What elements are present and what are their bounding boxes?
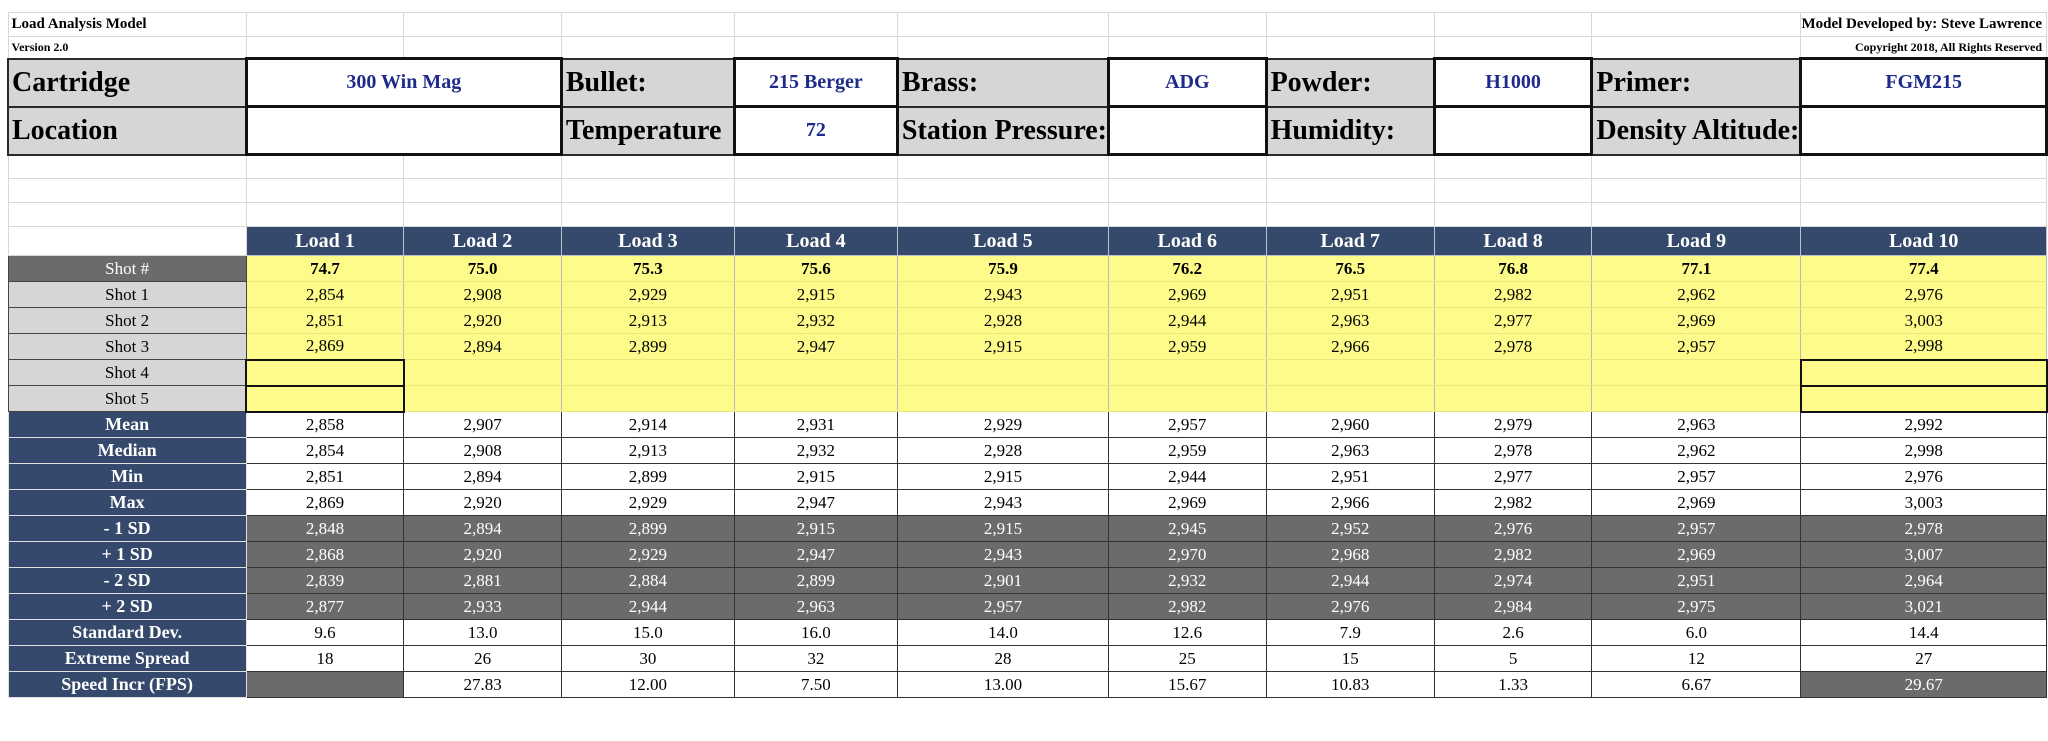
stat-value: 2,952 [1266, 516, 1434, 542]
blank-cell [897, 179, 1108, 203]
developer-credit: Model Developed by: Steve Lawrence [1801, 13, 2047, 37]
stat-value: 2,992 [1801, 412, 2047, 438]
stat-value: 2,943 [897, 542, 1108, 568]
stat-value: 2,915 [897, 464, 1108, 490]
density-altitude-input[interactable] [1801, 107, 2047, 155]
stat-value: 6.67 [1592, 672, 1801, 698]
shot-label: Shot 1 [8, 282, 246, 308]
stat-value [246, 672, 404, 698]
stat-value: 2,984 [1434, 594, 1592, 620]
blank-cell [404, 13, 562, 37]
load-header: Load 6 [1109, 227, 1267, 256]
shot-velocity-input[interactable]: 2,982 [1434, 282, 1592, 308]
shot-velocity-input[interactable]: 2,944 [1109, 308, 1267, 334]
stat-value: 7.9 [1266, 620, 1434, 646]
shot-velocity-input[interactable]: 2,969 [1109, 282, 1267, 308]
shot-velocity-input[interactable] [1434, 386, 1592, 412]
blank-cell [1266, 37, 1434, 59]
blank-cell [1592, 203, 1801, 227]
blank-cell [734, 155, 897, 179]
stat-value: 9.6 [246, 620, 404, 646]
shot-velocity-input[interactable]: 2,869 [246, 334, 404, 360]
stat-value: 2,920 [404, 542, 562, 568]
shot-velocity-input[interactable] [1801, 360, 2047, 386]
shot-velocity-input[interactable] [404, 360, 562, 386]
stat-label: + 2 SD [8, 594, 246, 620]
stat-value: 2,915 [734, 516, 897, 542]
charge-weight-cell[interactable]: 75.0 [404, 256, 562, 282]
blank-cell [561, 37, 734, 59]
station-pressure-label: Station Pressure: [897, 107, 1108, 155]
stat-value: 2,944 [1266, 568, 1434, 594]
charge-weight-cell[interactable]: 76.5 [1266, 256, 1434, 282]
shot-velocity-input[interactable]: 2,929 [561, 282, 734, 308]
stat-value: 2,982 [1109, 594, 1267, 620]
stat-value: 2,877 [246, 594, 404, 620]
copyright-notice: Copyright 2018, All Rights Reserved [1801, 37, 2047, 59]
stat-value: 2,957 [1592, 516, 1801, 542]
charge-weight-cell[interactable]: 77.4 [1801, 256, 2047, 282]
stat-value: 2,982 [1434, 490, 1592, 516]
shot-velocity-input[interactable]: 2,913 [561, 308, 734, 334]
shot-velocity-input[interactable] [1801, 386, 2047, 412]
blank-cell [1434, 179, 1592, 203]
station-pressure-input[interactable] [1109, 107, 1267, 155]
stat-value: 2,963 [734, 594, 897, 620]
stat-value: 2,851 [246, 464, 404, 490]
stat-value: 2,914 [561, 412, 734, 438]
shot-label: Shot 2 [8, 308, 246, 334]
stat-value: 2,969 [1592, 490, 1801, 516]
stat-value: 2,933 [404, 594, 562, 620]
charge-weight-cell[interactable]: 75.9 [897, 256, 1108, 282]
stat-value: 2,976 [1266, 594, 1434, 620]
shot-velocity-input[interactable]: 2,854 [246, 282, 404, 308]
shot-velocity-input[interactable] [404, 386, 562, 412]
stat-label: Mean [8, 412, 246, 438]
load-header: Load 8 [1434, 227, 1592, 256]
blank-cell [1109, 179, 1267, 203]
stat-value: 30 [561, 646, 734, 672]
blank-cell [1801, 203, 2047, 227]
temperature-input[interactable]: 72 [734, 107, 897, 155]
stat-value: 2,907 [404, 412, 562, 438]
stat-value: 2,947 [734, 542, 897, 568]
stat-value: 29.67 [1801, 672, 2047, 698]
load-header: Load 9 [1592, 227, 1801, 256]
stat-value: 2,998 [1801, 438, 2047, 464]
stat-value: 2,969 [1592, 542, 1801, 568]
load-header: Load 2 [404, 227, 562, 256]
stat-value: 2,899 [734, 568, 897, 594]
blank-cell [897, 37, 1108, 59]
stat-value: 2,976 [1801, 464, 2047, 490]
stat-label: + 1 SD [8, 542, 246, 568]
shot-velocity-input[interactable] [897, 386, 1108, 412]
stat-value: 2,947 [734, 490, 897, 516]
stat-value: 2,963 [1266, 438, 1434, 464]
stat-value: 2,964 [1801, 568, 2047, 594]
humidity-label: Humidity: [1266, 107, 1434, 155]
stat-value: 2,957 [1109, 412, 1267, 438]
charge-weight-cell[interactable]: 76.2 [1109, 256, 1267, 282]
shot-velocity-input[interactable]: 2,851 [246, 308, 404, 334]
shot-velocity-input[interactable]: 2,908 [404, 282, 562, 308]
stat-value: 15.0 [561, 620, 734, 646]
stat-value: 2,944 [561, 594, 734, 620]
shot-velocity-input[interactable] [246, 386, 404, 412]
blank-cell [897, 155, 1108, 179]
shot-velocity-input[interactable] [246, 360, 404, 386]
blank-cell [734, 13, 897, 37]
stat-value: 2,966 [1266, 490, 1434, 516]
shot-velocity-input[interactable]: 2,920 [404, 308, 562, 334]
stat-value: 2,957 [897, 594, 1108, 620]
shot-velocity-input[interactable]: 2,962 [1592, 282, 1801, 308]
blank-cell [1109, 155, 1267, 179]
stat-value: 2,959 [1109, 438, 1267, 464]
blank-cell [246, 203, 404, 227]
blank-cell [1592, 13, 1801, 37]
stat-value: 2,915 [897, 516, 1108, 542]
location-label: Location [8, 107, 246, 155]
stat-value: 2,884 [561, 568, 734, 594]
shot-velocity-input[interactable] [561, 360, 734, 386]
stat-value: 2,932 [1109, 568, 1267, 594]
blank-cell [8, 203, 246, 227]
stat-value: 32 [734, 646, 897, 672]
blank-cell [404, 203, 562, 227]
blank-cell [1434, 203, 1592, 227]
shot-velocity-input[interactable]: 2,977 [1434, 308, 1592, 334]
stat-value: 2,978 [1434, 438, 1592, 464]
shot-number-label: Shot # [8, 256, 246, 282]
blank-cell [246, 13, 404, 37]
stat-label: - 2 SD [8, 568, 246, 594]
shot-velocity-input[interactable]: 2,978 [1434, 334, 1592, 360]
charge-weight-cell[interactable]: 76.8 [1434, 256, 1592, 282]
shot-velocity-input[interactable] [561, 386, 734, 412]
shot-velocity-input[interactable] [1434, 360, 1592, 386]
shot-velocity-input[interactable]: 2,969 [1592, 308, 1801, 334]
stat-label: - 1 SD [8, 516, 246, 542]
powder-label: Powder: [1266, 59, 1434, 107]
shot-velocity-input[interactable]: 2,976 [1801, 282, 2047, 308]
stat-value: 6.0 [1592, 620, 1801, 646]
shot-velocity-input[interactable]: 2,928 [897, 308, 1108, 334]
stat-value: 26 [404, 646, 562, 672]
blank-cell [1266, 179, 1434, 203]
blank-cell [404, 37, 562, 59]
stat-value: 2,869 [246, 490, 404, 516]
stat-label: Extreme Spread [8, 646, 246, 672]
blank-cell [561, 203, 734, 227]
stat-value: 2,932 [734, 438, 897, 464]
stat-value: 12.6 [1109, 620, 1267, 646]
stat-label: Max [8, 490, 246, 516]
blank-cell [1266, 155, 1434, 179]
stat-value: 12 [1592, 646, 1801, 672]
stat-value: 2,894 [404, 464, 562, 490]
shot-velocity-input[interactable] [734, 360, 897, 386]
blank-cell [246, 179, 404, 203]
shot-velocity-input[interactable] [734, 386, 897, 412]
stat-value: 14.4 [1801, 620, 2047, 646]
shot-velocity-input[interactable]: 2,966 [1266, 334, 1434, 360]
blank-cell [1266, 203, 1434, 227]
stat-value: 2,854 [246, 438, 404, 464]
stat-value: 27.83 [404, 672, 562, 698]
shot-velocity-input[interactable]: 2,894 [404, 334, 562, 360]
stat-value: 28 [897, 646, 1108, 672]
bullet-label: Bullet: [561, 59, 734, 107]
primer-label: Primer: [1592, 59, 1801, 107]
load-header: Load 10 [1801, 227, 2047, 256]
load-header: Load 1 [246, 227, 404, 256]
shot-velocity-input[interactable]: 2,957 [1592, 334, 1801, 360]
charge-weight-cell[interactable]: 74.7 [246, 256, 404, 282]
shot-velocity-input[interactable] [1109, 360, 1267, 386]
cartridge-label: Cartridge [8, 59, 246, 107]
stat-value: 2,901 [897, 568, 1108, 594]
stat-value: 2,962 [1592, 438, 1801, 464]
blank-cell [8, 155, 246, 179]
stat-value: 2,976 [1434, 516, 1592, 542]
temperature-label: Temperature [561, 107, 734, 155]
brass-label: Brass: [897, 59, 1108, 107]
stat-value: 2,982 [1434, 542, 1592, 568]
stat-value: 16.0 [734, 620, 897, 646]
blank-cell [897, 203, 1108, 227]
shot-velocity-input[interactable] [1592, 386, 1801, 412]
blank-cell [1592, 179, 1801, 203]
primer-input[interactable]: FGM215 [1801, 59, 2047, 107]
shot-velocity-input[interactable]: 2,947 [734, 334, 897, 360]
location-input[interactable] [246, 107, 561, 155]
charge-weight-cell[interactable]: 75.6 [734, 256, 897, 282]
stat-value: 2,960 [1266, 412, 1434, 438]
load-analysis-table [7, 12, 2048, 698]
stat-value: 2,848 [246, 516, 404, 542]
sheet-title: Load Analysis Model [8, 13, 246, 37]
stat-value: 2,979 [1434, 412, 1592, 438]
stat-value: 2,977 [1434, 464, 1592, 490]
stat-value: 2,970 [1109, 542, 1267, 568]
stat-value: 2,951 [1266, 464, 1434, 490]
stat-value: 14.0 [897, 620, 1108, 646]
shot-velocity-input[interactable]: 2,932 [734, 308, 897, 334]
blank-cell [1266, 13, 1434, 37]
stat-label: Min [8, 464, 246, 490]
stat-value: 2,951 [1592, 568, 1801, 594]
density-altitude-label: Density Altitude: [1592, 107, 1801, 155]
stat-value: 5 [1434, 646, 1592, 672]
stat-value: 12.00 [561, 672, 734, 698]
stat-value: 2,908 [404, 438, 562, 464]
stat-value: 2,969 [1109, 490, 1267, 516]
blank-cell [561, 13, 734, 37]
stat-label: Median [8, 438, 246, 464]
shot-velocity-input[interactable]: 3,003 [1801, 308, 2047, 334]
stat-value: 2,963 [1592, 412, 1801, 438]
load-header: Load 5 [897, 227, 1108, 256]
stat-value: 18 [246, 646, 404, 672]
powder-input[interactable]: H1000 [1434, 59, 1592, 107]
load-header: Load 7 [1266, 227, 1434, 256]
stat-value: 2.6 [1434, 620, 1592, 646]
blank-cell [404, 155, 562, 179]
stat-value: 2,974 [1434, 568, 1592, 594]
stat-value: 2,957 [1592, 464, 1801, 490]
stat-value: 2,978 [1801, 516, 2047, 542]
charge-weight-cell[interactable]: 75.3 [561, 256, 734, 282]
stat-value: 2,913 [561, 438, 734, 464]
stat-value: 2,868 [246, 542, 404, 568]
load-header: Load 3 [561, 227, 734, 256]
stat-value: 2,943 [897, 490, 1108, 516]
charge-weight-cell[interactable]: 77.1 [1592, 256, 1801, 282]
stat-value: 2,929 [561, 490, 734, 516]
shot-velocity-input[interactable]: 2,943 [897, 282, 1108, 308]
blank-cell [1592, 37, 1801, 59]
shot-velocity-input[interactable]: 2,959 [1109, 334, 1267, 360]
bullet-input[interactable]: 215 Berger [734, 59, 897, 107]
stat-value: 2,899 [561, 464, 734, 490]
shot-velocity-input[interactable]: 2,963 [1266, 308, 1434, 334]
blank-cell [1434, 13, 1592, 37]
shot-velocity-input[interactable] [1592, 360, 1801, 386]
blank-cell [8, 179, 246, 203]
stat-value: 2,881 [404, 568, 562, 594]
stat-value: 2,920 [404, 490, 562, 516]
stat-value: 2,858 [246, 412, 404, 438]
blank-cell [1109, 37, 1267, 59]
blank-cell [734, 179, 897, 203]
blank-cell [1434, 37, 1592, 59]
stat-value: 2,975 [1592, 594, 1801, 620]
blank-cell [1109, 13, 1267, 37]
blank-cell [1434, 155, 1592, 179]
shot-velocity-input[interactable] [1266, 360, 1434, 386]
blank-cell [246, 37, 404, 59]
stat-value: 15.67 [1109, 672, 1267, 698]
stat-value: 2,968 [1266, 542, 1434, 568]
blank-cell [8, 227, 246, 256]
blank-cell [734, 37, 897, 59]
blank-cell [1801, 155, 2047, 179]
blank-cell [404, 179, 562, 203]
stat-value: 2,931 [734, 412, 897, 438]
blank-cell [1592, 155, 1801, 179]
stat-value: 27 [1801, 646, 2047, 672]
stat-label: Speed Incr (FPS) [8, 672, 246, 698]
blank-cell [246, 155, 404, 179]
stat-value: 2,929 [561, 542, 734, 568]
load-header: Load 4 [734, 227, 897, 256]
stat-label: Standard Dev. [8, 620, 246, 646]
stat-value: 25 [1109, 646, 1267, 672]
stat-value: 2,945 [1109, 516, 1267, 542]
humidity-input[interactable] [1434, 107, 1592, 155]
version-label: Version 2.0 [8, 37, 246, 59]
stat-value: 3,021 [1801, 594, 2047, 620]
shot-velocity-input[interactable]: 2,998 [1801, 334, 2047, 360]
blank-cell [1801, 179, 2047, 203]
shot-label: Shot 4 [8, 360, 246, 386]
blank-cell [897, 13, 1108, 37]
stat-value: 3,007 [1801, 542, 2047, 568]
shot-label: Shot 5 [8, 386, 246, 412]
stat-value: 2,899 [561, 516, 734, 542]
stat-value: 3,003 [1801, 490, 2047, 516]
stat-value: 13.00 [897, 672, 1108, 698]
shot-velocity-input[interactable]: 2,951 [1266, 282, 1434, 308]
stat-value: 7.50 [734, 672, 897, 698]
shot-velocity-input[interactable]: 2,915 [734, 282, 897, 308]
blank-cell [561, 155, 734, 179]
stat-value: 13.0 [404, 620, 562, 646]
shot-velocity-input[interactable] [897, 360, 1108, 386]
shot-velocity-input[interactable] [1109, 386, 1267, 412]
shot-velocity-input[interactable]: 2,899 [561, 334, 734, 360]
blank-cell [1109, 203, 1267, 227]
shot-velocity-input[interactable]: 2,915 [897, 334, 1108, 360]
shot-velocity-input[interactable] [1266, 386, 1434, 412]
stat-value: 2,915 [734, 464, 897, 490]
stat-value: 2,928 [897, 438, 1108, 464]
blank-cell [561, 179, 734, 203]
brass-input[interactable]: ADG [1109, 59, 1267, 107]
stat-value: 2,929 [897, 412, 1108, 438]
stat-value: 2,839 [246, 568, 404, 594]
stat-value: 10.83 [1266, 672, 1434, 698]
shot-label: Shot 3 [8, 334, 246, 360]
stat-value: 2,894 [404, 516, 562, 542]
stat-value: 1.33 [1434, 672, 1592, 698]
blank-cell [734, 203, 897, 227]
stat-value: 15 [1266, 646, 1434, 672]
stat-value: 2,944 [1109, 464, 1267, 490]
cartridge-input[interactable]: 300 Win Mag [246, 59, 561, 107]
